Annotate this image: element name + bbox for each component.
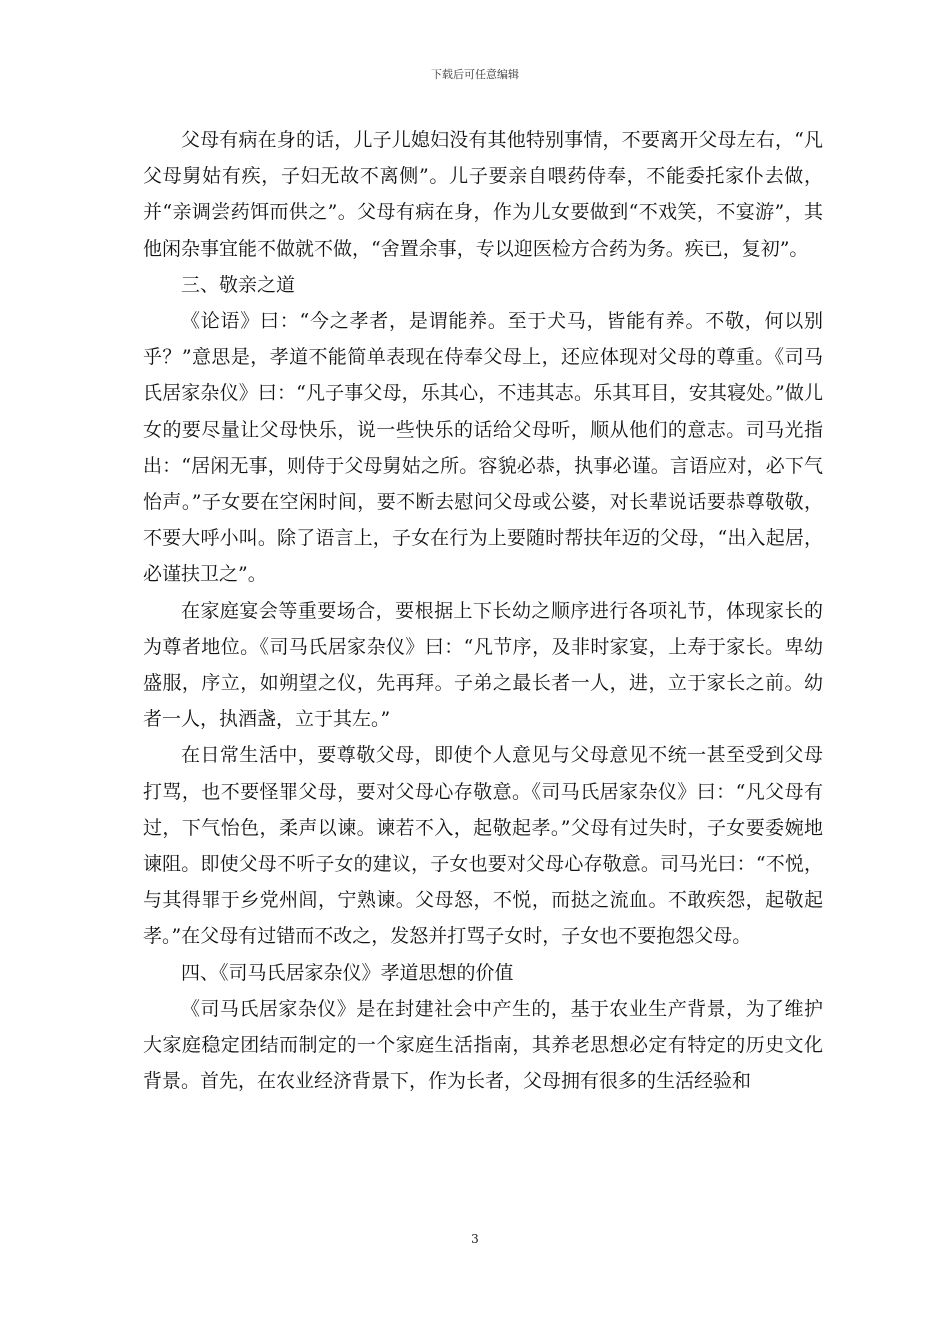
section-heading: 四、《司马氏居家杂仪》孝道思想的价值 <box>181 961 514 984</box>
page-number: 3 <box>471 1232 479 1246</box>
paragraph: 父母有病在身的话，儿子儿媳妇没有其他特别事情，不要离开父母左右，“凡父母舅姑有疾，子妇无故不离侧”。儿子要亲自喂药侍奉，不能委托家仆去做，并“亲调尝药饵而供之”。父母有病在身，作为儿女要做到“不戏笑，不宴游”，其他闲杂事宜能不做就不做，“舍置余事，专以迎医检方合药为务。疾已，复初”。 <box>143 129 823 260</box>
paragraph: 《论语》曰：“今之孝者，是谓能养。至于犬马，皆能有养。不敬，何以别乎？”意思是，孝道不能简单表现在侍奉父母上，还应体现对父母的尊重。《司马氏居家杂仪》曰：“凡子事父母，乐其心，不违其志。乐其耳目，安其寝处。”做儿女的要尽量让父母快乐，说一些快乐的话给父母听，顺从他们的意志。司马光指出：“居闲无事，则侍于父母舅姑之所。容貌必恭，执事必谨。言语应对，必下气怡声。”子女要在空闲时间，要不断去慰问父母或公婆，对长辈说话要恭尊敬敬，不要大呼小叫。除了语言上，子女在行为上要随时帮扶年迈的父母，“出入起居，必谨扶卫之”。 <box>143 310 823 586</box>
paragraph: 在家庭宴会等重要场合，要根据上下长幼之顺序进行各项礼节，体现家长的为尊者地位。《司马氏居家杂仪》曰：“凡节序，及非时家宴，上寿于家长。卑幼盛服，序立，如朔望之仪，先再拜。子弟之最长者一人，进，立于家长之前。幼者一人，执酒盏，立于其左。” <box>143 599 823 731</box>
page-header: 下载后可任意编辑 <box>431 68 519 81</box>
document-body <box>143 122 823 1099</box>
paragraph: 在日常生活中，要尊敬父母，即使个人意见与父母意见不统一甚至受到父母打骂，也不要怪罪父母，要对父母心存敬意。《司马氏居家杂仪》曰：“凡父母有过，下气怡色，柔声以谏。谏若不入，起敬起孝。”父母有过失时，子女要委婉地谏阻。即使父母不听子女的建议，子女也要对父母心存敬意。司马光曰：“不悦，与其得罪于乡党州闾，宁熟谏。父母怒，不悦，而挞之流血。不敢疾怨，起敬起孝。”在父母有过错而不改之，发怒并打骂子女时，子女也不要抱怨父母。 <box>143 744 823 948</box>
section-heading: 三、敬亲之道 <box>181 273 296 296</box>
paragraph: 《司马氏居家杂仪》是在封建社会中产生的，基于农业生产背景，为了维护大家庭稳定团结而制定的一个家庭生活指南，其养老思想必定有特定的历史文化背景。首先，在农业经济背景下，作为长者，父母拥有很多的生活经验和 <box>143 997 823 1093</box>
